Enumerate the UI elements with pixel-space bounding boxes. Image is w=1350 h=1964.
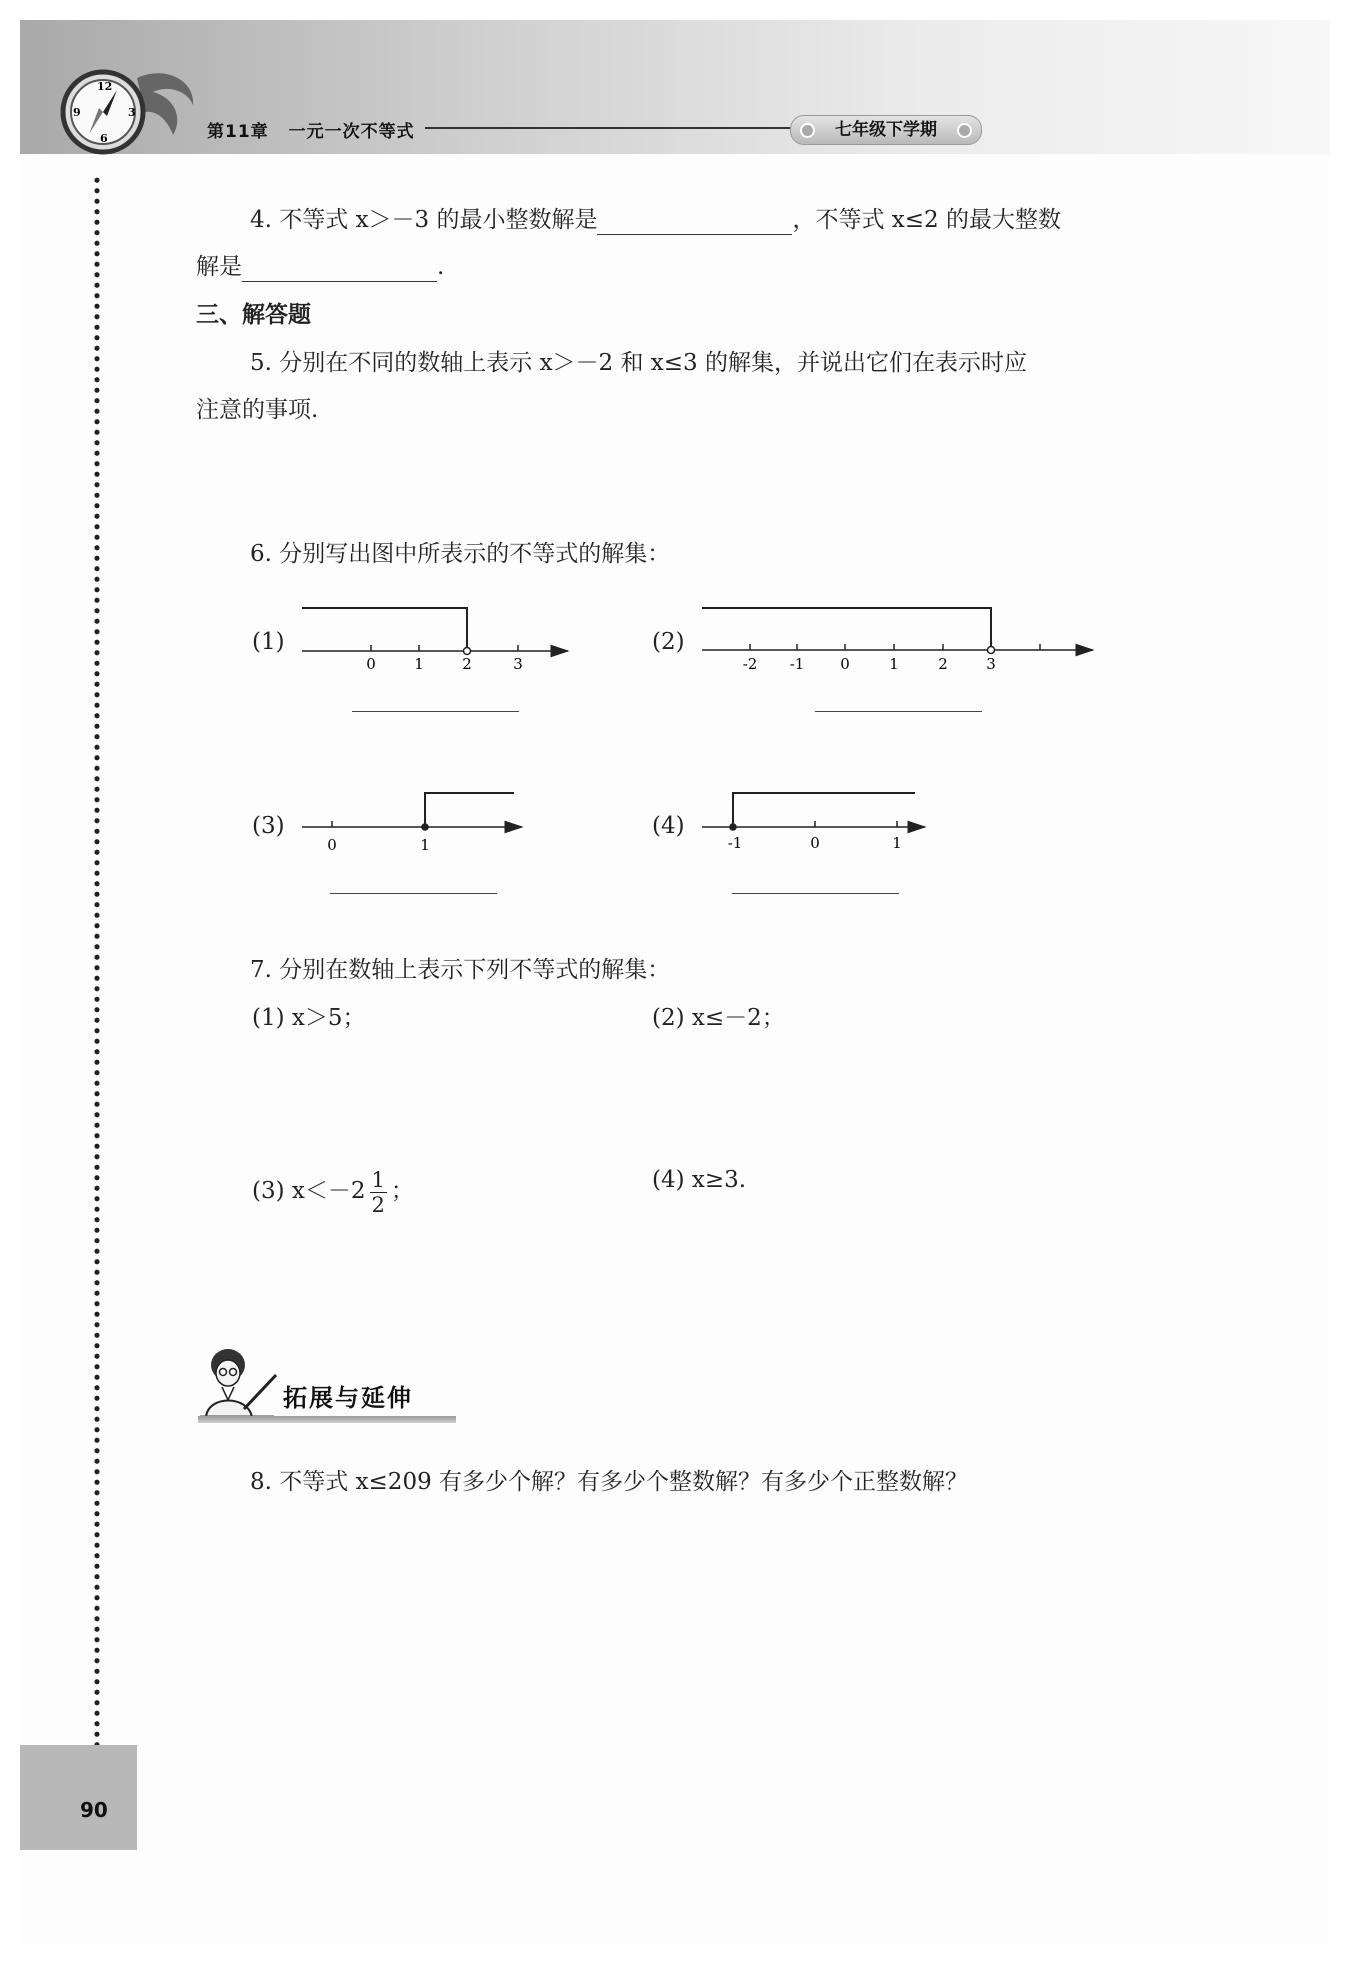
- tick-label: 3: [513, 655, 523, 673]
- tick-label: 1: [892, 834, 902, 852]
- q4-part-a: 4. 不等式 x＞－3 的最小整数解是: [250, 207, 598, 233]
- tick-label: 1: [414, 655, 424, 673]
- q8-text: 8. 不等式 x≤209 有多少个解？有多少个整数解？有多少个正整数解？: [250, 1469, 969, 1495]
- tick-label: 2: [462, 655, 472, 673]
- q6-answer-line-3[interactable]: [330, 893, 497, 894]
- closed-point-1: [421, 823, 429, 831]
- tick-label: 0: [327, 836, 337, 854]
- q6-fig2-label: (2): [652, 629, 685, 655]
- q6-fig4-label: (4): [652, 813, 685, 839]
- grade-badge: 七年级下学期: [790, 115, 982, 145]
- svg-text:12: 12: [97, 80, 113, 93]
- q4-end: .: [437, 254, 445, 280]
- tick-label: -1: [789, 655, 805, 673]
- extension-underline: [198, 1416, 456, 1423]
- fraction-numerator: 1: [371, 1167, 385, 1192]
- q7-item-4: (4) x≥3.: [652, 1167, 747, 1193]
- q7-item-2: (2) x≤－2；: [652, 1005, 785, 1031]
- q5-line2: 注意的事项.: [196, 397, 319, 423]
- number-line-2: [702, 608, 1093, 673]
- q4-part-c: 解是: [196, 254, 242, 280]
- number-line-4: [702, 793, 925, 852]
- q5-line1: 5. 分别在不同的数轴上表示 x＞－2 和 x≤3 的解集，并说出它们在表示时应: [250, 350, 1027, 376]
- q7-item-1: (1) x＞5；: [252, 1005, 366, 1031]
- chapter-number: 第11章: [207, 122, 269, 142]
- tick-label: -2: [742, 655, 758, 673]
- q6-answer-line-2[interactable]: [815, 711, 982, 712]
- fraction-denominator: 2: [371, 1192, 385, 1217]
- tick-label: 1: [889, 655, 899, 673]
- extension-title: 拓展与延伸: [283, 1384, 413, 1412]
- tick-label: 0: [810, 834, 820, 852]
- q4-part-b: ，不等式 x≤2 的最大整数: [792, 207, 1061, 233]
- number-line-3: [302, 793, 522, 854]
- open-point-2: [464, 648, 471, 655]
- q7-item-3-suffix: ；: [390, 1178, 414, 1204]
- fraction-one-half: [370, 1168, 387, 1217]
- number-line-1: [302, 608, 568, 673]
- tick-label: 0: [366, 655, 376, 673]
- page-number: 90: [80, 1798, 108, 1822]
- tick-label: 3: [986, 655, 996, 673]
- q6-answer-line-1[interactable]: [352, 711, 519, 712]
- svg-text:9: 9: [73, 106, 81, 119]
- teacher-icon: [196, 1345, 281, 1423]
- q6-prompt: 6. 分别写出图中所表示的不等式的解集：: [250, 541, 671, 567]
- q7-item-3-prefix: (3) x＜－2: [252, 1178, 366, 1204]
- page-number-box: [20, 1745, 137, 1850]
- closed-point-minus1: [729, 823, 737, 831]
- svg-text:6: 6: [100, 132, 108, 145]
- q7-item-3: [252, 1166, 414, 1217]
- tick-label: 0: [840, 655, 850, 673]
- tick-label: 2: [938, 655, 948, 673]
- tick-label: 1: [420, 836, 430, 854]
- open-point-3: [988, 647, 995, 654]
- q6-fig1-label: (1): [252, 629, 285, 655]
- svg-text:3: 3: [128, 106, 136, 119]
- q7-prompt: 7. 分别在数轴上表示下列不等式的解集：: [250, 957, 671, 983]
- tick-label: -1: [727, 834, 743, 852]
- q6-fig3-label: (3): [252, 813, 285, 839]
- q6-answer-line-4[interactable]: [732, 893, 899, 894]
- section-heading: 三、解答题: [196, 302, 311, 328]
- chapter-title: 一元一次不等式: [288, 122, 415, 142]
